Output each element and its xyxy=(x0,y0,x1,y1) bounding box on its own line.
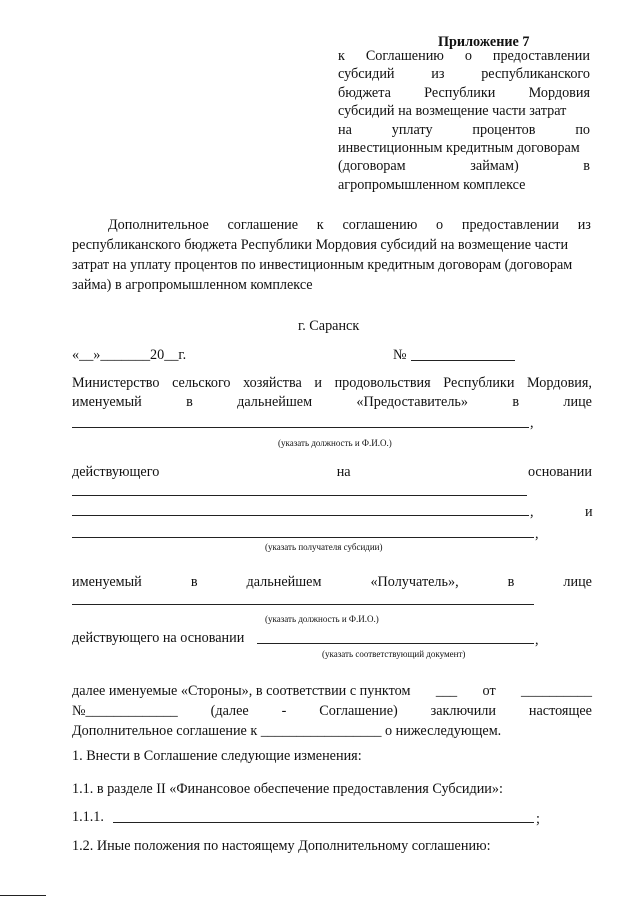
word: «Предоставитель» xyxy=(356,394,468,410)
acting-basis-line-1 xyxy=(72,495,527,496)
word: Министерство xyxy=(72,375,160,391)
acting-line xyxy=(72,463,592,481)
word: Республики xyxy=(443,375,515,391)
parties-line-3: Дополнительное соглашение к _________________ о нижеследующем. xyxy=(72,723,502,739)
recipient-line xyxy=(72,573,592,591)
word: продовольствия xyxy=(334,375,431,391)
acting-comma-2: , xyxy=(535,526,539,542)
appendix-line xyxy=(338,84,590,102)
word: соглашение xyxy=(227,217,299,233)
word: процентов xyxy=(472,121,536,138)
word: лице xyxy=(563,394,592,410)
item-1-1-1-label: 1.1.1. xyxy=(72,809,104,825)
word: Соглашению xyxy=(365,48,444,64)
word: бюджета xyxy=(338,84,391,101)
word: инвестиционным кредитным договорам xyxy=(338,140,580,156)
item-1-2: 1.2. Иные положения по настоящему Дополнительному соглашению: xyxy=(72,838,491,854)
recipient-document-line xyxy=(257,643,534,644)
word: агропромышленном комплексе xyxy=(338,176,526,193)
appendix-line xyxy=(338,121,590,139)
word: (договорам xyxy=(338,158,406,175)
word: предоставлении xyxy=(461,217,559,233)
word: от xyxy=(482,683,496,699)
word: дальнейшем xyxy=(246,574,322,590)
recipient-name-line xyxy=(72,537,534,538)
ministry-representative-line xyxy=(72,427,529,428)
word: «Получатель», xyxy=(370,574,459,590)
ministry-line-2 xyxy=(72,393,592,411)
word: сельского xyxy=(172,375,231,391)
number-label: № xyxy=(393,347,407,363)
word: __________ xyxy=(521,683,592,699)
item-1-1: 1.1. в разделе II «Финансовое обеспечение предоставления Субсидии»: xyxy=(72,781,503,797)
word: ___ xyxy=(435,683,458,699)
word: (далее xyxy=(210,703,249,719)
heading-line-1 xyxy=(108,216,591,234)
word: и xyxy=(314,375,322,391)
word: займам) xyxy=(470,158,519,175)
word: настоящее xyxy=(528,703,592,719)
word: уплату xyxy=(391,121,433,138)
word: лице xyxy=(563,574,592,590)
word: субсидий на возмещение части затрат xyxy=(338,103,567,120)
word: из xyxy=(431,66,445,83)
word: Дополнительное xyxy=(108,217,209,233)
word: хозяйства xyxy=(243,375,302,391)
appendix-line xyxy=(338,47,590,65)
word: Мордовия, xyxy=(527,375,592,391)
word: на xyxy=(338,121,352,138)
recipient-comma: , xyxy=(535,632,539,648)
word: основании xyxy=(527,464,592,480)
recipient-caption: (указать получателя субсидии) xyxy=(265,542,383,552)
word: в xyxy=(507,574,515,590)
heading-line-2: республиканского бюджета Республики Мордовия субсидий на возмещение части xyxy=(72,237,569,253)
item-1-1-1-end: ; xyxy=(536,811,540,827)
word: действующего xyxy=(72,464,160,480)
word: именуемый xyxy=(72,394,142,410)
appendix-line xyxy=(338,139,590,157)
word: заключили xyxy=(430,703,496,719)
word: дальнейшем xyxy=(237,394,313,410)
word: - xyxy=(281,703,287,719)
heading-line-3: затрат на уплату процентов по инвестиционным кредитным договорам (договорам xyxy=(72,257,573,273)
word: в xyxy=(512,394,520,410)
parties-line-1 xyxy=(72,682,592,700)
word: далее именуемые «Стороны», в соответствии с пунктом xyxy=(72,683,411,699)
appendix-line xyxy=(338,102,590,120)
appendix-line xyxy=(338,157,590,175)
ministry-line-comma: , xyxy=(530,415,534,431)
ministry-caption: (указать должность и Ф.И.О.) xyxy=(278,438,392,448)
word: по xyxy=(575,121,590,138)
word: к xyxy=(338,48,345,64)
city: г. Саранск xyxy=(298,318,360,334)
word: Республики xyxy=(424,84,496,101)
item-1: 1. Внести в Соглашение следующие изменения: xyxy=(72,748,362,764)
word: Мордовия xyxy=(528,84,590,101)
word: на xyxy=(336,464,351,480)
recipient-representative-line xyxy=(72,604,534,605)
word: предоставлении xyxy=(492,48,590,64)
ministry-line-1 xyxy=(72,374,592,392)
footnote-separator xyxy=(0,895,46,896)
acting-basis-line-2 xyxy=(72,515,529,516)
word: республиканского xyxy=(481,66,590,83)
item-1-1-1-line xyxy=(113,822,534,823)
number-field-line xyxy=(411,360,515,361)
appendix-title: Приложение 7 xyxy=(438,34,530,50)
word: №_____________ xyxy=(72,703,178,719)
word: из xyxy=(577,217,591,233)
word: о xyxy=(436,217,444,233)
appendix-line xyxy=(338,176,590,194)
recipient-position-caption: (указать должность и Ф.И.О.) xyxy=(265,614,379,624)
acting-comma-1: , xyxy=(530,504,534,520)
date-field: «__»_______20__г. xyxy=(72,347,187,363)
heading-line-4: займа) в агропромышленном комплексе xyxy=(72,277,313,293)
parties-line-2 xyxy=(72,702,592,720)
document-caption: (указать соответствующий документ) xyxy=(322,649,466,659)
word: именуемый xyxy=(72,574,142,590)
acting-and: и xyxy=(585,504,593,520)
word: в xyxy=(583,158,590,175)
word: субсидий xyxy=(338,66,395,83)
word: о xyxy=(464,48,472,64)
word: в xyxy=(190,574,198,590)
word: соглашению xyxy=(342,217,418,233)
recipient-acting-label: действующего на основании xyxy=(72,630,245,646)
word: в xyxy=(186,394,193,410)
word: к xyxy=(316,217,324,233)
appendix-line xyxy=(338,65,590,83)
word: Соглашение) xyxy=(319,703,398,719)
